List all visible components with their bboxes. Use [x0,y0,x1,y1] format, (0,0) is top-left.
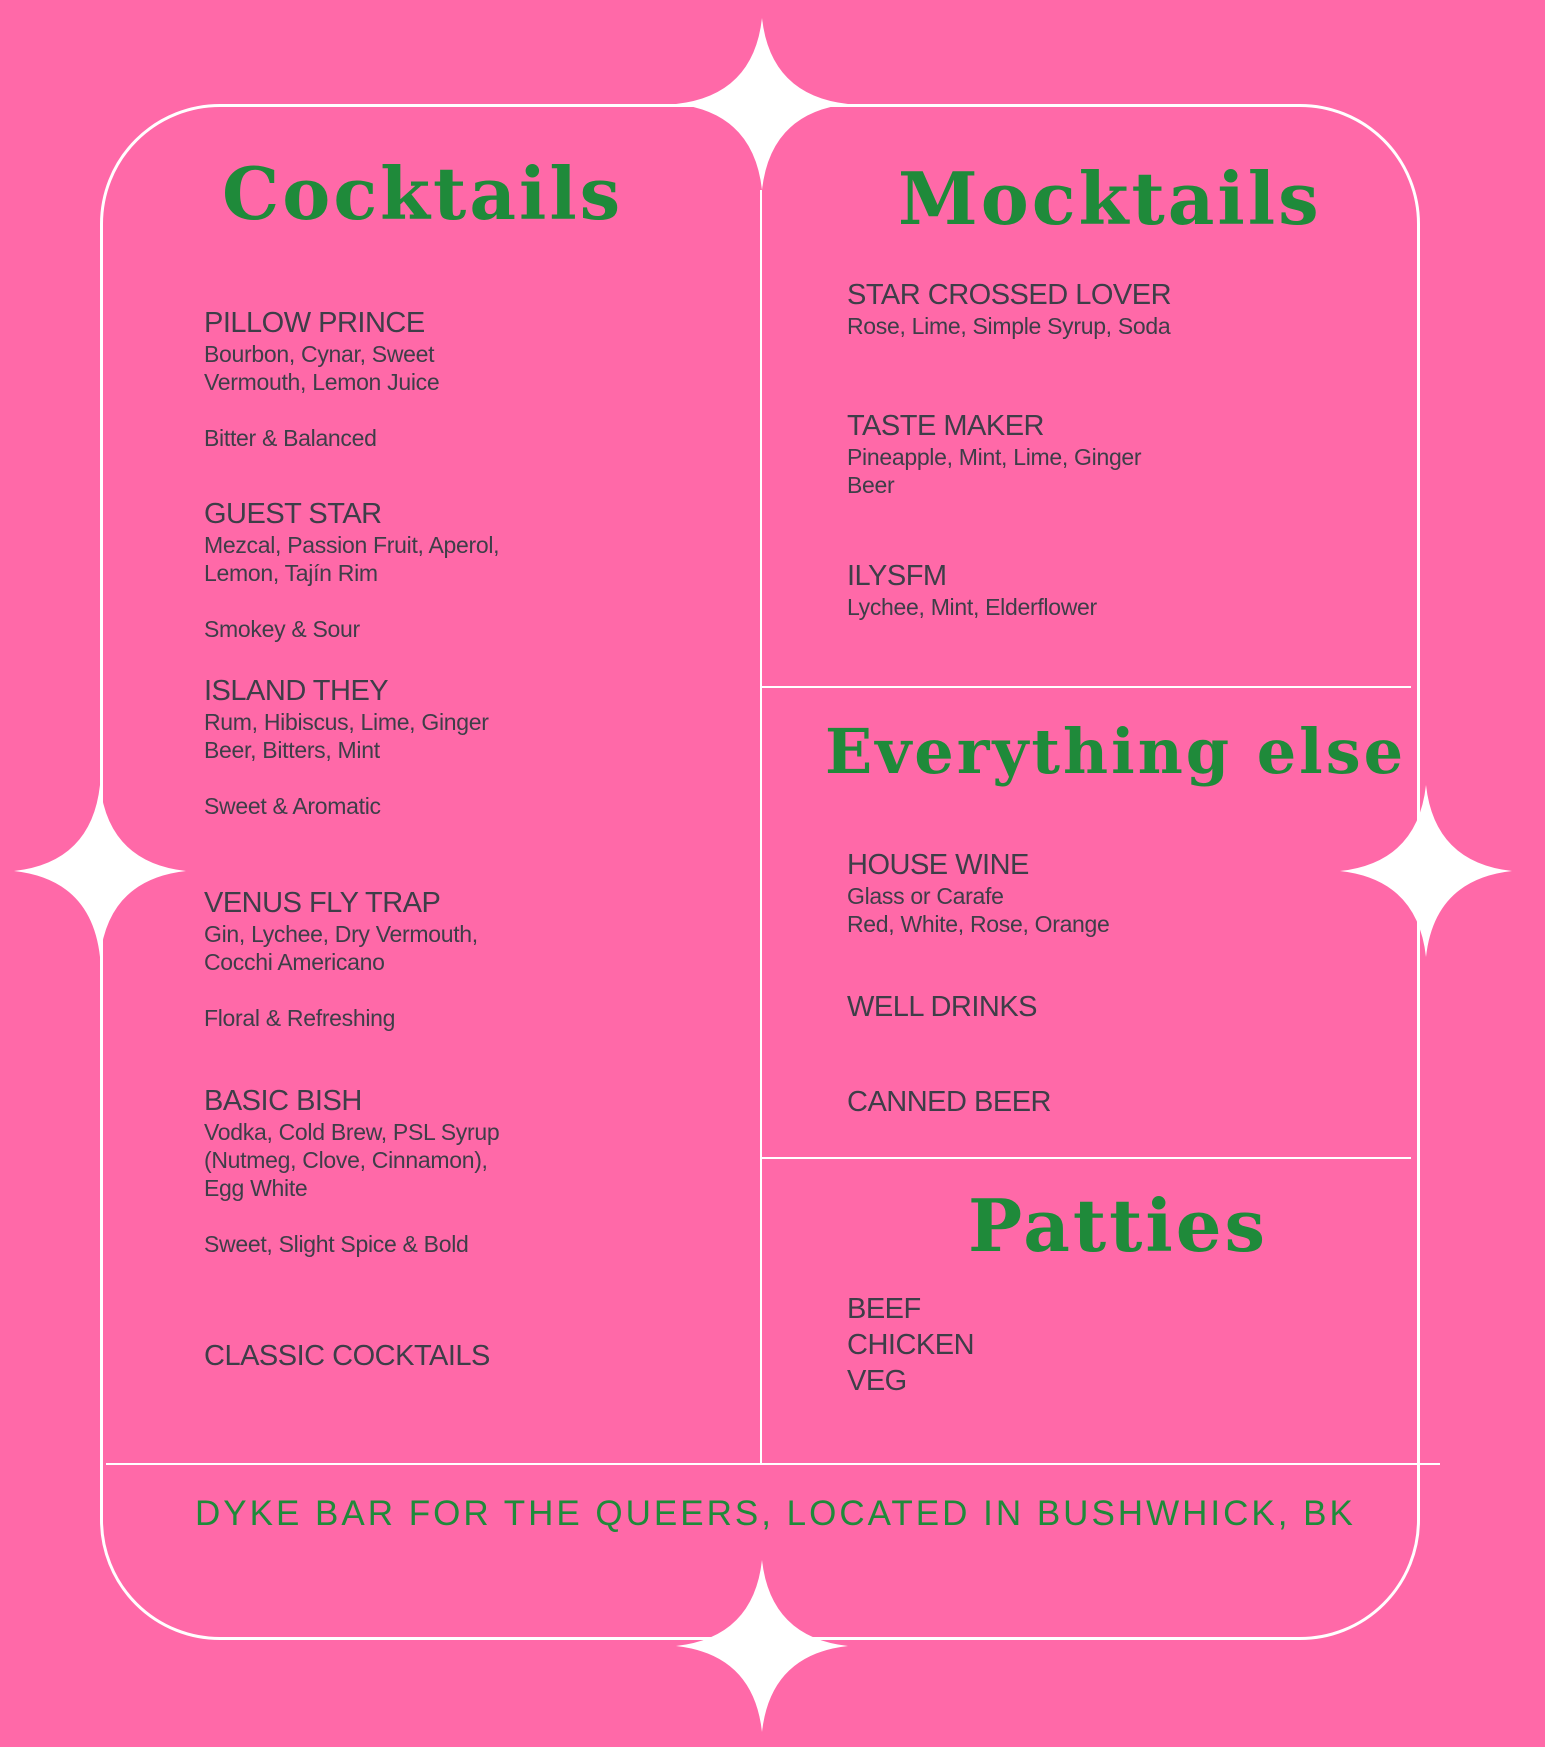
cocktail-flavor: Sweet & Aromatic [204,793,381,819]
cocktail-ingredients: Vodka, Cold Brew, PSL Syrup [204,1119,500,1145]
patties-heading: Patties [968,1183,1269,1268]
well-drinks-label: WELL DRINKS [847,991,1038,1023]
canned-beer-item [847,1085,1051,1119]
cocktail-name: GUEST STAR [204,498,382,530]
cocktail-ingredients: Rum, Hibiscus, Lime, Ginger [204,709,489,735]
cocktail-flavor: Sweet, Slight Spice & Bold [204,1231,469,1257]
sparkle-icon-right [1340,785,1512,957]
cocktail-name: ISLAND THEY [204,675,389,707]
cocktail-item [204,674,489,820]
mocktail-name: STAR CROSSED LOVER [847,279,1172,311]
patty-item: BEEF [847,1293,921,1325]
house-wine-desc: Glass or Carafe [847,883,1004,909]
mocktail-ingredients: Rose, Lime, Simple Syrup, Soda [847,313,1171,339]
footer-divider [106,1463,1440,1465]
cocktail-ingredients: Gin, Lychee, Dry Vermouth, [204,921,478,947]
footer-tagline: DYKE BAR FOR THE QUEERS, LOCATED IN BUSHWHICK, BK [195,1494,1356,1533]
cocktail-ingredients: Cocchi Americano [204,949,385,975]
sparkle-icon-left [14,785,186,957]
divider-everything-patties [762,1157,1411,1159]
house-wine-label: HOUSE WINE [847,849,1029,881]
cocktail-name: PILLOW PRINCE [204,307,425,339]
cocktail-name: BASIC BISH [204,1085,362,1117]
cocktail-ingredients: Vermouth, Lemon Juice [204,369,440,395]
everything-else-heading: Everything else [825,715,1407,788]
patties-list [847,1291,974,1399]
classic-cocktails-label: CLASSIC COCKTAILS [204,1340,490,1372]
cocktail-flavor: Bitter & Balanced [204,425,377,451]
cocktail-name: VENUS FLY TRAP [204,887,441,919]
mocktail-name: TASTE MAKER [847,410,1044,442]
canned-beer-label: CANNED BEER [847,1086,1051,1118]
cocktail-flavor: Smokey & Sour [204,616,360,642]
mocktails-heading: Mocktails [898,156,1322,241]
cocktail-ingredients: Bourbon, Cynar, Sweet [204,341,435,367]
mocktail-item [847,409,1141,499]
cocktail-ingredients: Mezcal, Passion Fruit, Aperol, [204,532,500,558]
patty-item: CHICKEN [847,1329,975,1361]
mocktail-ingredients: Pineapple, Mint, Lime, Ginger [847,444,1142,470]
sparkle-icon-bottom [672,1560,852,1732]
cocktail-item [204,306,439,452]
cocktail-ingredients: Beer, Bitters, Mint [204,737,380,763]
sparkle-icon-top [672,18,852,190]
cocktail-ingredients: Egg White [204,1175,308,1201]
mocktail-ingredients: Beer [847,472,895,498]
divider-mocktails-everything [762,686,1411,688]
patty-item: VEG [847,1365,907,1397]
mocktail-name: ILYSFM [847,560,947,592]
cocktail-item [204,886,478,1032]
cocktail-flavor: Floral & Refreshing [204,1005,396,1031]
mocktail-item [847,559,1097,621]
cocktail-item [204,497,499,643]
classic-cocktails-item [204,1339,490,1373]
cocktails-heading: Cocktails [222,151,624,236]
mocktail-ingredients: Lychee, Mint, Elderflower [847,594,1097,620]
vertical-divider [760,190,762,1464]
house-wine-desc: Red, White, Rose, Orange [847,911,1110,937]
house-wine-item [847,848,1110,938]
cocktail-ingredients: Lemon, Tajín Rim [204,560,378,586]
mocktail-item [847,278,1171,340]
well-drinks-item [847,990,1037,1024]
cocktail-ingredients: (Nutmeg, Clove, Cinnamon), [204,1147,488,1173]
cocktail-item [204,1084,499,1258]
